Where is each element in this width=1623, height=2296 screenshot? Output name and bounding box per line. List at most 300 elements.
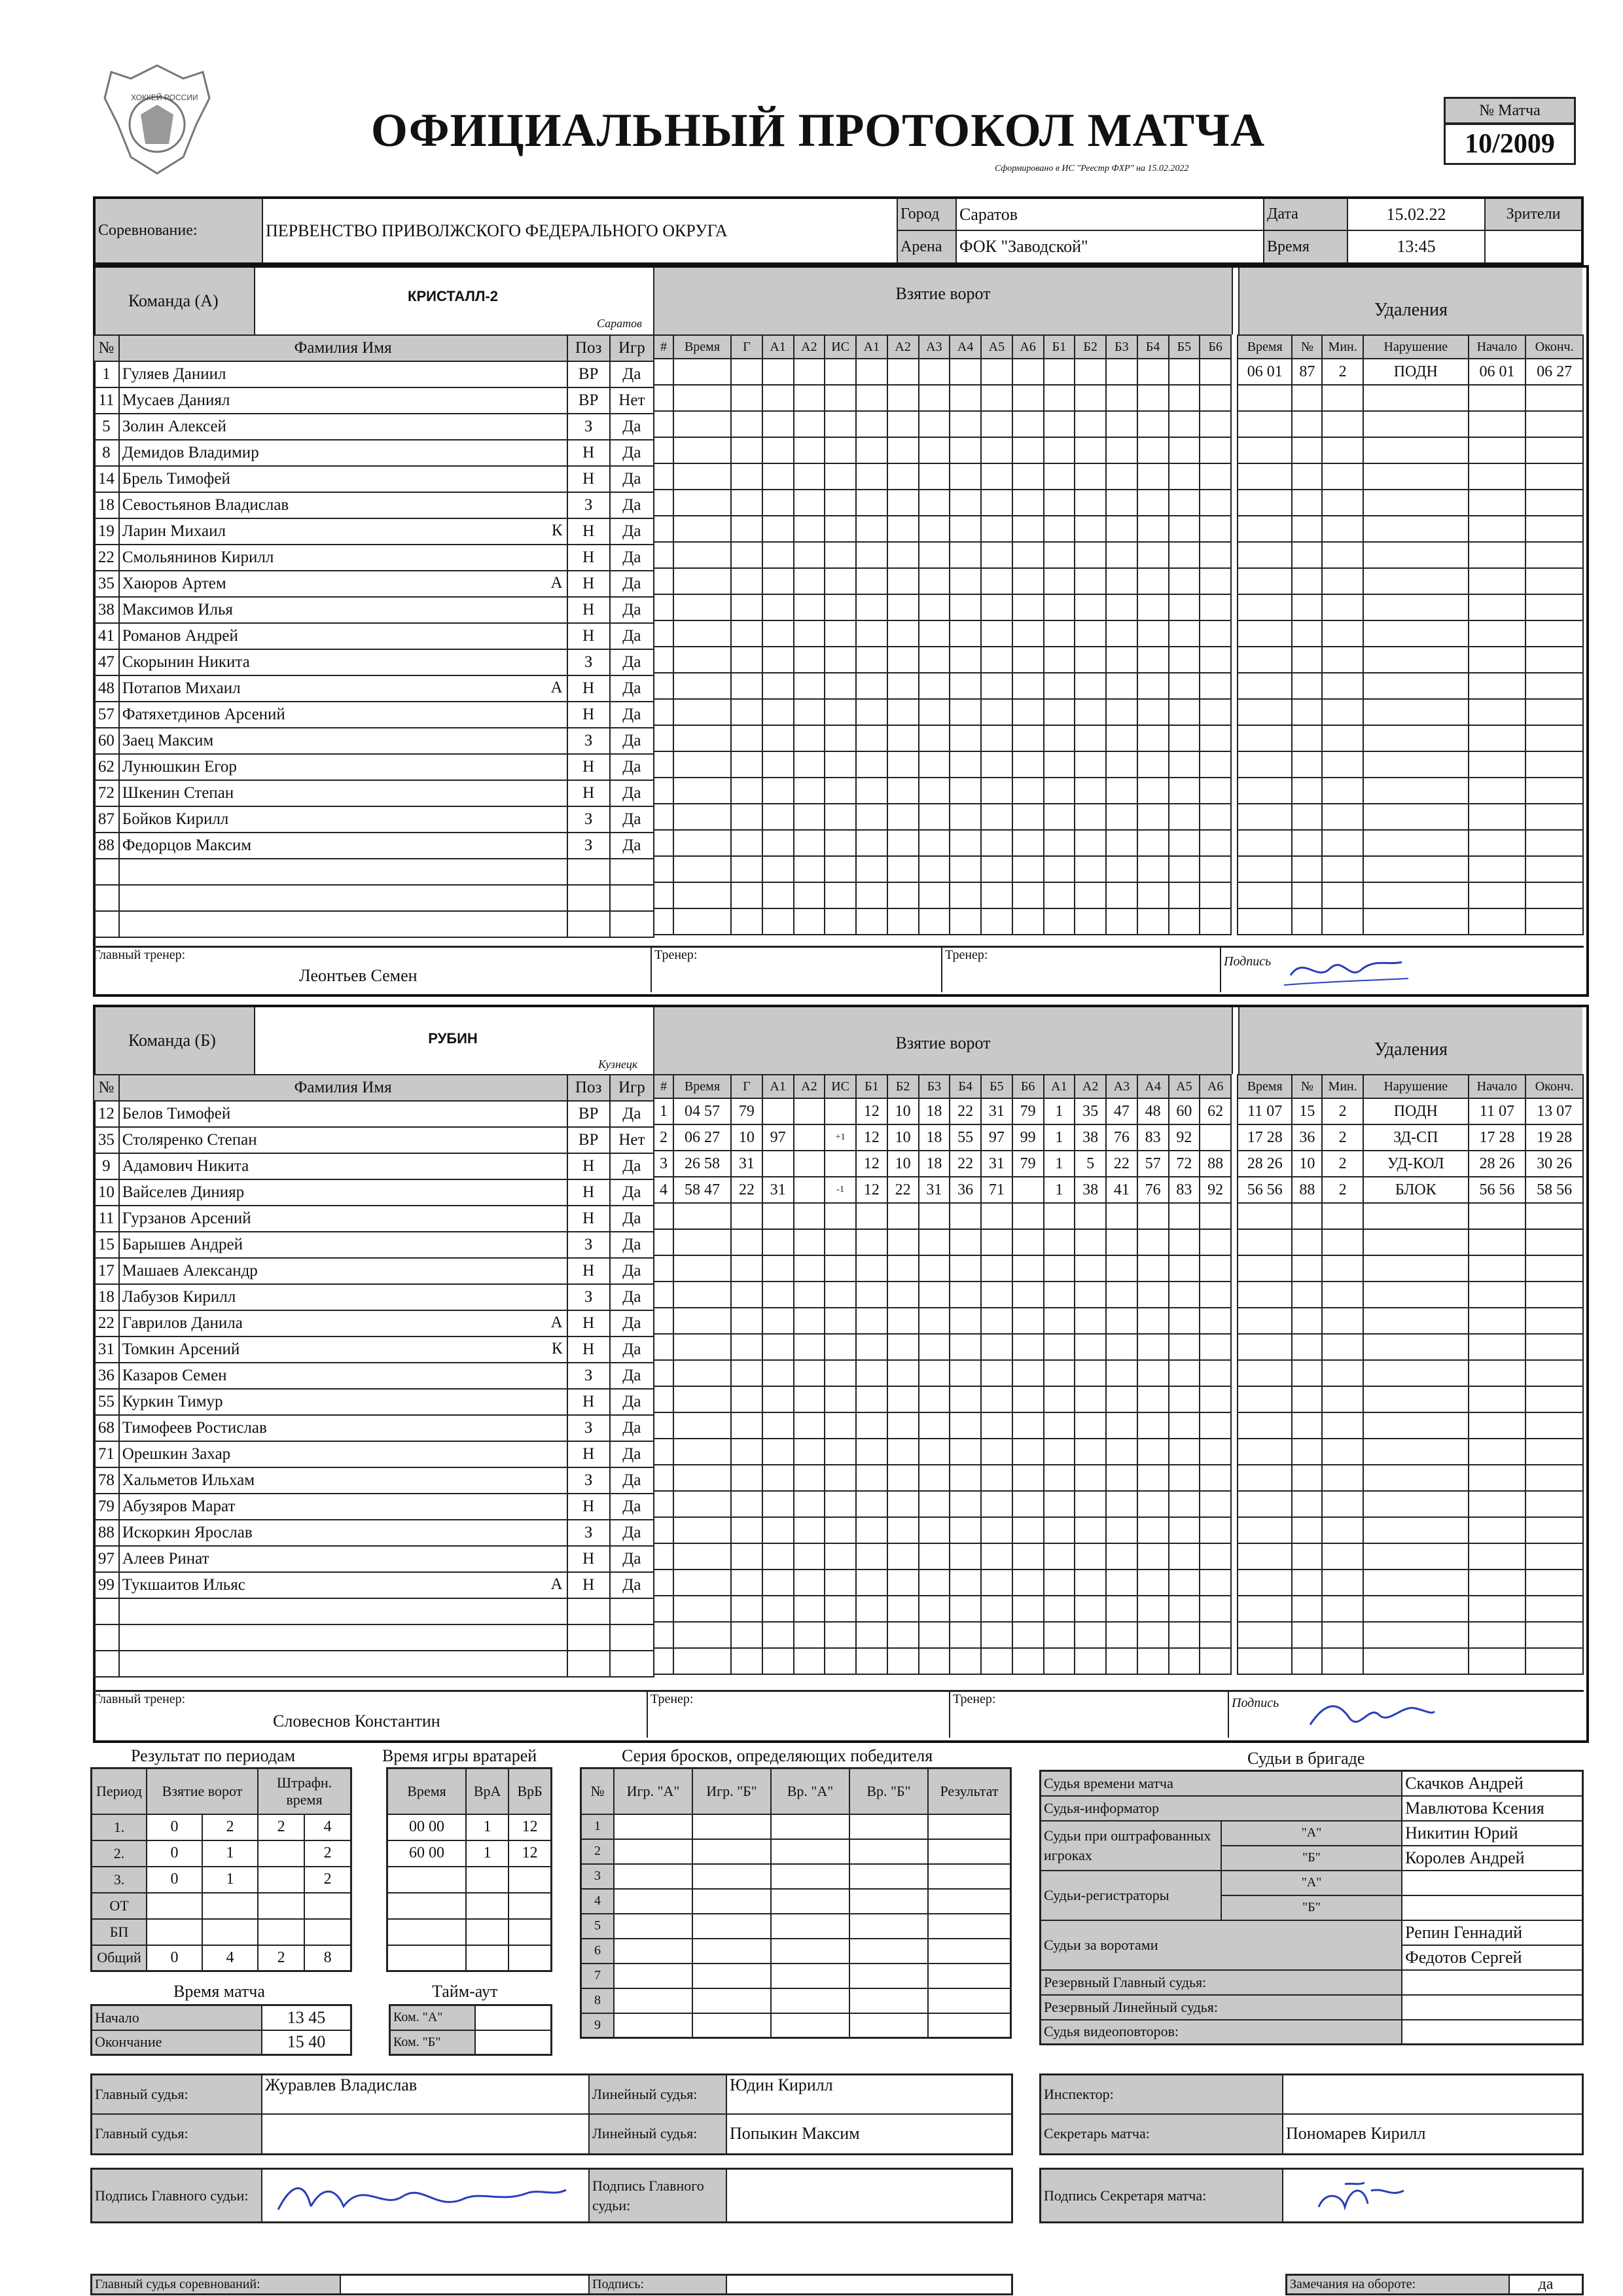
penalty-cell: 06 01 [1469, 359, 1526, 385]
player-number: 1 [94, 361, 119, 387]
penalty-cell [1525, 1229, 1583, 1255]
penalty-cell [1525, 411, 1583, 437]
player-position: Н [567, 702, 610, 728]
player-position: Н [567, 1389, 610, 1415]
player-number: 57 [94, 702, 119, 728]
goal-cell [887, 385, 919, 411]
penalty-cell [1292, 1255, 1322, 1282]
shootout-cell [614, 1914, 692, 1939]
goal-cell [856, 1543, 887, 1570]
player-name-cell [119, 1232, 567, 1258]
goal-cell [673, 804, 731, 830]
goal-cell [1137, 1203, 1169, 1229]
player-position: Н [567, 545, 610, 571]
col-play: Игр [610, 335, 654, 361]
goal-cell [1106, 463, 1137, 490]
goal-cell [981, 490, 1012, 516]
player-number: 48 [94, 675, 119, 702]
player-name: Максимов Илья [122, 601, 233, 619]
penalty-cell [1363, 385, 1469, 411]
goal-cell [1169, 673, 1200, 699]
period-value: 8 [304, 1945, 351, 1971]
goal-cell [1200, 725, 1231, 751]
player-position: З [567, 728, 610, 754]
shootout-cell [849, 1864, 928, 1889]
goal-cell [981, 1570, 1012, 1596]
goal-cell [1075, 1491, 1106, 1517]
goal-cell [794, 1255, 825, 1282]
penalty-cell [1469, 1360, 1526, 1386]
goal-cell [981, 647, 1012, 673]
goal-cell [919, 1360, 950, 1386]
goal-cell [1106, 830, 1137, 856]
goal-cell [919, 594, 950, 620]
penalty-cell [1525, 1439, 1583, 1465]
goal-cell [1106, 594, 1137, 620]
goal-cell: 72 [1169, 1151, 1200, 1177]
officials-right-table [1039, 2073, 1584, 2155]
player-name-cell [119, 1441, 567, 1467]
penalty-cell [1238, 1491, 1292, 1517]
table-row [94, 885, 654, 911]
goal-cell [673, 1282, 731, 1308]
player-name: Федорцов Максим [122, 836, 252, 854]
penalty-cell [1238, 594, 1292, 620]
shootout-number: 5 [581, 1914, 615, 1939]
goal-cell [981, 1255, 1012, 1282]
goal-cell: 38 [1075, 1177, 1106, 1203]
player-name-cell [119, 1101, 567, 1127]
goal-cell [673, 463, 731, 490]
goal-cell [950, 856, 981, 882]
goal-cell [654, 1412, 673, 1439]
penalty-cell [1292, 1282, 1322, 1308]
player-name: Машаев Александр [122, 1262, 258, 1280]
shootout-cell [771, 1939, 849, 1964]
goal-cell [825, 411, 856, 437]
goal-cell [654, 725, 673, 751]
penalty-cell [1525, 594, 1583, 620]
goal-cell [981, 568, 1012, 594]
goal-cell [1012, 1570, 1044, 1596]
goal-cell [919, 673, 950, 699]
period-label: БП [92, 1919, 147, 1945]
player-position: Н [567, 1494, 610, 1520]
goal-cell [1075, 1622, 1106, 1648]
col-pos: Поз [567, 335, 610, 361]
goal-cell [794, 1517, 825, 1543]
shootout-table [580, 1767, 1012, 2039]
goal-cell [1169, 1648, 1200, 1674]
goal-col-header: А4 [1137, 1075, 1169, 1098]
player-name-cell [119, 1415, 567, 1441]
goal-cell [794, 1282, 825, 1308]
goal-cell [654, 568, 673, 594]
shootout-number: 3 [581, 1864, 615, 1889]
penalty-cell [1525, 1570, 1583, 1596]
player-number: 17 [94, 1258, 119, 1284]
goal-cell [1169, 1386, 1200, 1412]
goalie-row [387, 1867, 552, 1893]
goal-cell [981, 778, 1012, 804]
goal-cell [950, 1596, 981, 1622]
goal-cell [1137, 647, 1169, 673]
penalty-cell [1238, 1203, 1292, 1229]
goal-cell [1137, 516, 1169, 542]
signature-right-table [1039, 2168, 1584, 2223]
penalty-cell: 13 07 [1525, 1098, 1583, 1124]
penalty-cell: 11 07 [1469, 1098, 1526, 1124]
shootout-col-header: Результат [928, 1768, 1011, 1814]
penalty-cell [1238, 1386, 1292, 1412]
page-title: ОФИЦИАЛЬНЫЙ ПРОТОКОЛ МАТЧА [370, 104, 1266, 156]
penalty-col-header: № [1292, 335, 1322, 359]
goal-cell [950, 516, 981, 542]
player-number: 78 [94, 1467, 119, 1494]
penalty-cell [1322, 1648, 1363, 1674]
penalty-cell [1469, 1203, 1526, 1229]
goalie-cell: 00 00 [387, 1814, 467, 1840]
penalty-cell [1292, 1439, 1322, 1465]
penalty-cell [1322, 830, 1363, 856]
penalty-cell [1469, 1543, 1526, 1570]
table-row [94, 361, 654, 387]
goal-cell [856, 1465, 887, 1491]
goal-cell [950, 1308, 981, 1334]
goal-cell [1200, 699, 1231, 725]
team-a-goals-grid [653, 334, 1232, 935]
goal-cell [1075, 1255, 1106, 1282]
penalty-cell [1469, 385, 1526, 411]
goal-cell [1200, 463, 1231, 490]
goal-cell [762, 1386, 794, 1412]
period-value [304, 1893, 351, 1919]
goal-cell [762, 725, 794, 751]
penalty-cell [1322, 1412, 1363, 1439]
team-a-sign-label: Подпись [1224, 954, 1272, 969]
goal-cell [887, 1596, 919, 1622]
player-played: Да [610, 1467, 654, 1494]
player-role: А [550, 574, 563, 592]
goal-cell: 1 [1044, 1177, 1075, 1203]
periods-col-pim: Штрафн. время [258, 1768, 351, 1814]
penalty-cell [1238, 1229, 1292, 1255]
goal-cell [1044, 1282, 1075, 1308]
player-name-cell [119, 1310, 567, 1336]
penalty-cell [1363, 1491, 1469, 1517]
goal-cell [1137, 463, 1169, 490]
penalty-cell [1363, 1648, 1469, 1674]
player-name-cell [119, 1572, 567, 1598]
goal-cell [825, 620, 856, 647]
empty-cell [610, 1598, 654, 1624]
goal-ref-1: Репин Геннадий [1402, 1920, 1582, 1945]
goal-cell [731, 568, 762, 594]
goal-cell [1137, 830, 1169, 856]
goal-cell [950, 830, 981, 856]
goal-cell: 58 47 [673, 1177, 731, 1203]
goal-cell [1075, 699, 1106, 725]
secretary-label: Секретарь матча: [1041, 2114, 1283, 2155]
penalty-row [1238, 568, 1583, 594]
goal-col-header: Б5 [1169, 335, 1200, 359]
goal-cell [825, 751, 856, 778]
scorer-ref-tag-b: "Б" [1221, 1895, 1402, 1920]
shootout-cell [614, 1939, 692, 1964]
player-name-cell [119, 1363, 567, 1389]
penalty-row [1238, 882, 1583, 908]
goal-cell [887, 1622, 919, 1648]
penalty-cell [1322, 1543, 1363, 1570]
penalty-cell [1525, 856, 1583, 882]
goal-cell [731, 725, 762, 751]
goal-cell: 18 [919, 1151, 950, 1177]
goal-cell [794, 1570, 825, 1596]
goal-cell [981, 1334, 1012, 1360]
penalty-cell [1322, 804, 1363, 830]
penalty-ref-tag-b: "Б" [1221, 1846, 1402, 1871]
goal-col-header: А6 [1012, 335, 1044, 359]
informer-label: Судья-информатор [1041, 1796, 1402, 1821]
goal-cell [856, 882, 887, 908]
table-row [94, 571, 654, 597]
penalty-cell [1363, 1439, 1469, 1465]
penalty-cell [1525, 1282, 1583, 1308]
sign-main-2 [726, 2169, 1012, 2223]
penalty-row [1238, 1334, 1583, 1360]
team-a-goals-title: Взятие ворот [653, 268, 1233, 334]
goal-cell [673, 437, 731, 463]
empty-cell [610, 1624, 654, 1651]
penalty-cell [1363, 1360, 1469, 1386]
penalty-row [1238, 699, 1583, 725]
player-position: Н [567, 1572, 610, 1598]
goal-cell [673, 385, 731, 411]
period-value: 2 [258, 1945, 304, 1971]
goal-cell: 35 [1075, 1098, 1106, 1124]
penalty-cell [1322, 1439, 1363, 1465]
goal-cell: 22 [950, 1151, 981, 1177]
goal-cell [1137, 1334, 1169, 1360]
goalie-col-time: Время [387, 1768, 467, 1814]
penalty-cell [1292, 856, 1322, 882]
penalty-cell [1322, 1596, 1363, 1622]
goal-cell [673, 1308, 731, 1334]
goal-cell [1200, 1543, 1231, 1570]
goal-cell [762, 359, 794, 385]
goal-cell [825, 1360, 856, 1386]
goal-cell [1106, 673, 1137, 699]
penalty-row [1238, 542, 1583, 568]
goal-cell [919, 411, 950, 437]
goal-cell [919, 647, 950, 673]
goal-cell [1012, 1412, 1044, 1439]
shootout-col-header: Игр. "Б" [692, 1768, 771, 1814]
goal-cell [794, 856, 825, 882]
goal-cell [1075, 908, 1106, 935]
player-played: Да [610, 1415, 654, 1441]
goal-cell: 92 [1200, 1177, 1231, 1203]
penalty-row [1238, 411, 1583, 437]
goal-cell [919, 1386, 950, 1412]
empty-cell [610, 859, 654, 885]
period-value: 0 [147, 1945, 202, 1971]
goal-cell [856, 1570, 887, 1596]
penalty-cell: ПОДН [1363, 359, 1469, 385]
goal-cell [762, 568, 794, 594]
player-name: Лабузов Кирилл [122, 1288, 236, 1306]
line-ref-2-label: Линейный судья: [589, 2114, 726, 2155]
penalty-cell [1469, 1465, 1526, 1491]
goal-cell [1044, 1360, 1075, 1386]
player-name: Белов Тимофей [122, 1105, 231, 1122]
goalie-cell [466, 1893, 508, 1919]
goal-cell [1200, 490, 1231, 516]
table-row [94, 1572, 654, 1598]
goal-cell [856, 778, 887, 804]
goal-cell [1200, 1439, 1231, 1465]
goal-cell [1044, 359, 1075, 385]
goal-cell [1044, 385, 1075, 411]
goal-cell: 18 [919, 1098, 950, 1124]
goal-cell [950, 908, 981, 935]
goal-cell [919, 908, 950, 935]
goal-col-header: А1 [1044, 1075, 1075, 1098]
inspector-label: Инспектор: [1041, 2075, 1283, 2114]
goal-cell [762, 1570, 794, 1596]
goal-cell [673, 1517, 731, 1543]
penalty-cell [1363, 1229, 1469, 1255]
penalty-row [1238, 1491, 1583, 1517]
player-played: Да [610, 728, 654, 754]
goal-cell [654, 620, 673, 647]
secretary: Пономарев Кирилл [1283, 2114, 1583, 2155]
goal-cell: 2 [654, 1124, 673, 1151]
goal-cell [1106, 1334, 1137, 1360]
penalty-cell [1292, 1465, 1322, 1491]
penalty-cell [1292, 1203, 1322, 1229]
penalty-cell [1525, 1517, 1583, 1543]
shootout-cell [614, 1839, 692, 1864]
goal-row [654, 908, 1231, 935]
goalie-row [387, 1919, 552, 1945]
goal-cell [825, 1570, 856, 1596]
team-b-label: Команда (Б) [96, 1007, 255, 1074]
penalty-cell [1363, 1203, 1469, 1229]
penalty-cell [1469, 882, 1526, 908]
goal-cell [825, 1465, 856, 1491]
goal-cell [856, 673, 887, 699]
goal-cell [887, 1308, 919, 1334]
inspector [1283, 2075, 1583, 2114]
goal-cell [654, 1517, 673, 1543]
goal-cell [887, 908, 919, 935]
shootout-number: 6 [581, 1939, 615, 1964]
goal-cell [887, 516, 919, 542]
shootout-cell [771, 2013, 849, 2038]
goal-cell [762, 1622, 794, 1648]
goal-cell [1169, 647, 1200, 673]
goal-cell [856, 1282, 887, 1308]
competition-sign [726, 2275, 1012, 2295]
player-name-cell [119, 571, 567, 597]
competition-ref [340, 2275, 589, 2295]
penalty-cell [1238, 490, 1292, 516]
goal-cell [731, 359, 762, 385]
player-name: Гуляев Даниил [122, 365, 226, 383]
goal-cell [762, 516, 794, 542]
penalty-cell: 87 [1292, 359, 1322, 385]
empty-cell [567, 911, 610, 937]
goal-cell [794, 1386, 825, 1412]
player-name: Тукшаитов Ильяс [122, 1576, 245, 1594]
player-number: 18 [94, 492, 119, 518]
penalty-cell [1469, 1648, 1526, 1674]
goal-cell [794, 699, 825, 725]
goal-cell [762, 411, 794, 437]
goal-cell: 1 [1044, 1151, 1075, 1177]
goal-cell [1044, 699, 1075, 725]
goal-cell [856, 1517, 887, 1543]
goal-cell [856, 1648, 887, 1674]
penalty-cell [1469, 1622, 1526, 1648]
goal-cell [950, 437, 981, 463]
shootout-cell [928, 1839, 1011, 1864]
goal-cell [1075, 594, 1106, 620]
date-label: Дата [1264, 198, 1347, 230]
goal-cell [1169, 385, 1200, 411]
shootout-cell [692, 2013, 771, 2038]
goal-cell [654, 516, 673, 542]
penalty-cell [1363, 1596, 1469, 1622]
table-row [94, 833, 654, 859]
goalie-col-a: ВрА [466, 1768, 508, 1814]
goal-cell [654, 542, 673, 568]
shootout-cell [928, 1814, 1011, 1839]
goal-cell [856, 1491, 887, 1517]
table-row [94, 1520, 654, 1546]
table-row [94, 414, 654, 440]
goal-cell [673, 647, 731, 673]
penalty-cell [1322, 725, 1363, 751]
player-name: Адамович Никита [122, 1157, 249, 1175]
goal-cell [762, 751, 794, 778]
period-value: 4 [304, 1814, 351, 1840]
goal-cell [950, 1360, 981, 1386]
penalty-cell [1469, 516, 1526, 542]
goal-cell [731, 699, 762, 725]
goal-cell [673, 856, 731, 882]
player-number: 88 [94, 833, 119, 859]
col-name: Фамилия Имя [119, 335, 567, 361]
goal-cell [794, 385, 825, 411]
goal-cell [856, 1622, 887, 1648]
table-row [94, 780, 654, 806]
goal-cell [731, 1255, 762, 1282]
goal-cell: 12 [856, 1124, 887, 1151]
goal-row [654, 1648, 1231, 1674]
goal-cell [1137, 411, 1169, 437]
penalty-cell [1363, 673, 1469, 699]
goal-cell [887, 411, 919, 437]
goal-cell [1106, 1229, 1137, 1255]
goal-cell [1137, 699, 1169, 725]
penalty-cell [1322, 1203, 1363, 1229]
goal-cell [1137, 1543, 1169, 1570]
penalty-cell [1292, 437, 1322, 463]
goal-cell [1137, 804, 1169, 830]
goal-cell [1075, 1334, 1106, 1360]
